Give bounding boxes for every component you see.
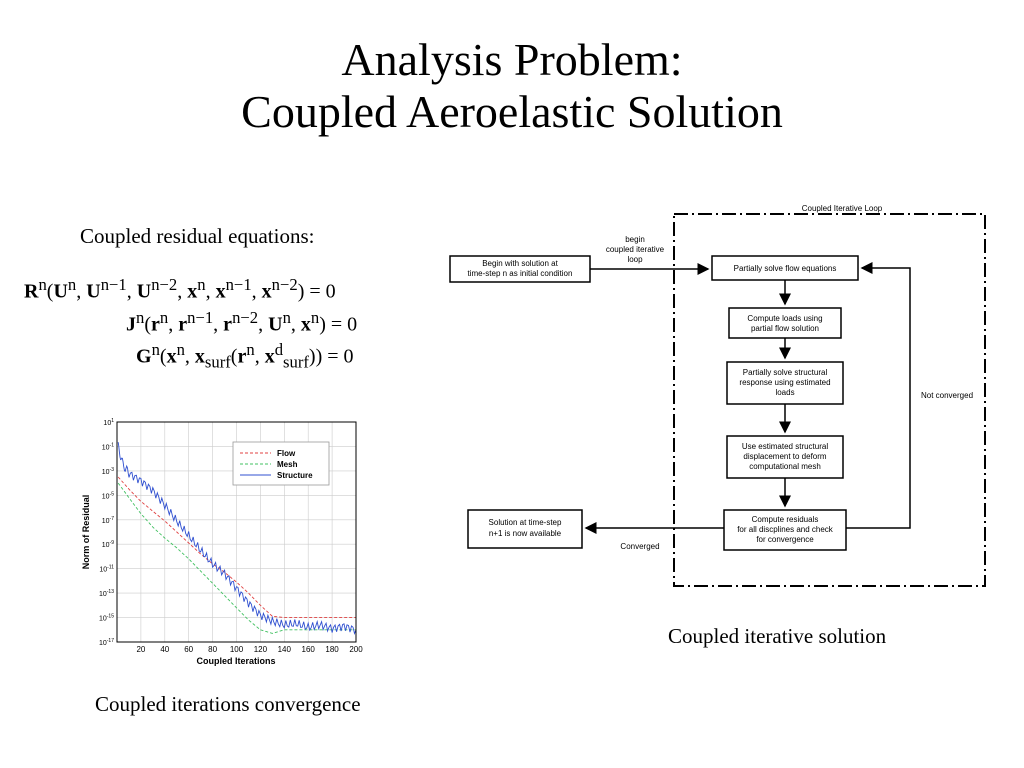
x-tick-label: 100 (229, 645, 244, 654)
x-tick-label: 140 (277, 645, 291, 654)
x-tick-label: 160 (301, 645, 315, 654)
converged-label: Converged (620, 542, 660, 551)
loop-label: Coupled Iterative Loop (801, 204, 883, 213)
equation-j: $J^n(r^n$, $r^{n-1}$, $r^{n-2}$, $U^n$, $x^n) = 0$ (126, 308, 358, 336)
x-tick-label: 200 (349, 645, 363, 654)
y-tick-label: $10^{-1}$ (101, 442, 114, 452)
slide-title (0, 34, 1024, 138)
end-box-line-2: n+1 is now available (488, 529, 562, 538)
y-tick-label: $10^{-17}$ (98, 638, 114, 647)
compute-loads-box (729, 308, 841, 338)
start-box-line-1: Begin with solution at (482, 259, 558, 268)
y-tick-label: $10^{-15}$ (98, 613, 114, 623)
begin-label-line-2: coupled iterative (605, 245, 665, 254)
x-tick-label: 80 (208, 645, 218, 654)
convergence-caption: Coupled iterations convergence (95, 692, 361, 716)
iterative-caption: Coupled iterative solution (668, 624, 887, 648)
x-tick-label: 20 (136, 645, 146, 654)
title-line-2: Coupled Aeroelastic Solution (241, 86, 783, 137)
compute-loads-line-1: Compute loads using (747, 314, 823, 323)
y-tick-label: $10^1$ (103, 418, 114, 427)
mesh-deform-line-2: displacement to deform (743, 452, 827, 461)
not-converged-label: Not converged (920, 391, 974, 400)
x-tick-label: 40 (160, 645, 170, 654)
y-tick-label: $10^{-9}$ (101, 540, 114, 550)
x-axis-label: Coupled Iterations (196, 656, 276, 666)
structural-solve-line-1: Partially solve structural (742, 368, 828, 377)
start-box-line-2: time-step n as initial condition (467, 269, 573, 278)
legend-mesh-label: Mesh (277, 460, 298, 469)
x-tick-label: 60 (184, 645, 194, 654)
end-box-line-1: Solution at time-step (488, 518, 562, 527)
flow-solve-box-line-1: Partially solve flow equations (733, 264, 837, 273)
mesh-deform-line-3: computational mesh (749, 462, 821, 471)
arrow-not-converged (846, 268, 910, 528)
compute-loads-line-2: partial flow solution (750, 324, 820, 333)
convergence-chart (75, 410, 370, 672)
residual-caption: Coupled residual equations: (80, 224, 315, 248)
legend (233, 442, 329, 485)
structural-solve-line-2: response using estimated (739, 378, 831, 387)
series-line-flow (118, 477, 356, 618)
legend-structure-label: Structure (277, 471, 313, 480)
x-tick-label: 180 (325, 645, 339, 654)
equation-g: $G^n(x^n$, $x_{surf}(r^n$, $x^d_{surf})) = 0$ (136, 340, 354, 372)
y-axis-label: Norm of Residual (81, 494, 91, 570)
y-tick-label: $10^{-11}$ (99, 564, 114, 574)
residuals-line-2: for all discplines and check (737, 525, 833, 534)
y-tick-label: $10^{-13}$ (98, 589, 114, 599)
begin-label-line-3: loop (627, 255, 643, 264)
begin-label-line-1: begin (625, 235, 645, 244)
iterative-flowchart (440, 195, 1000, 605)
mesh-deform-line-1: Use estimated structural (741, 442, 829, 451)
title-line-1: Analysis Problem: (341, 34, 683, 85)
x-tick-label: 120 (253, 645, 268, 654)
series-line-mesh (118, 483, 356, 633)
structural-solve-line-3: loads (775, 388, 795, 397)
y-tick-label: $10^{-7}$ (101, 515, 114, 525)
legend-flow-label: Flow (277, 449, 296, 458)
residuals-line-3: for convergence (756, 535, 814, 544)
y-tick-label: $10^{-3}$ (101, 466, 114, 476)
residuals-line-1: Compute residuals (751, 515, 819, 524)
equation-r: $R^n(U^n$, $U^{n-1}$, $U^{n-2}$, $x^n$, $x^{n-1}$, $x^{n-2}) = 0$ (24, 275, 336, 303)
y-tick-label: $10^{-5}$ (101, 491, 114, 501)
